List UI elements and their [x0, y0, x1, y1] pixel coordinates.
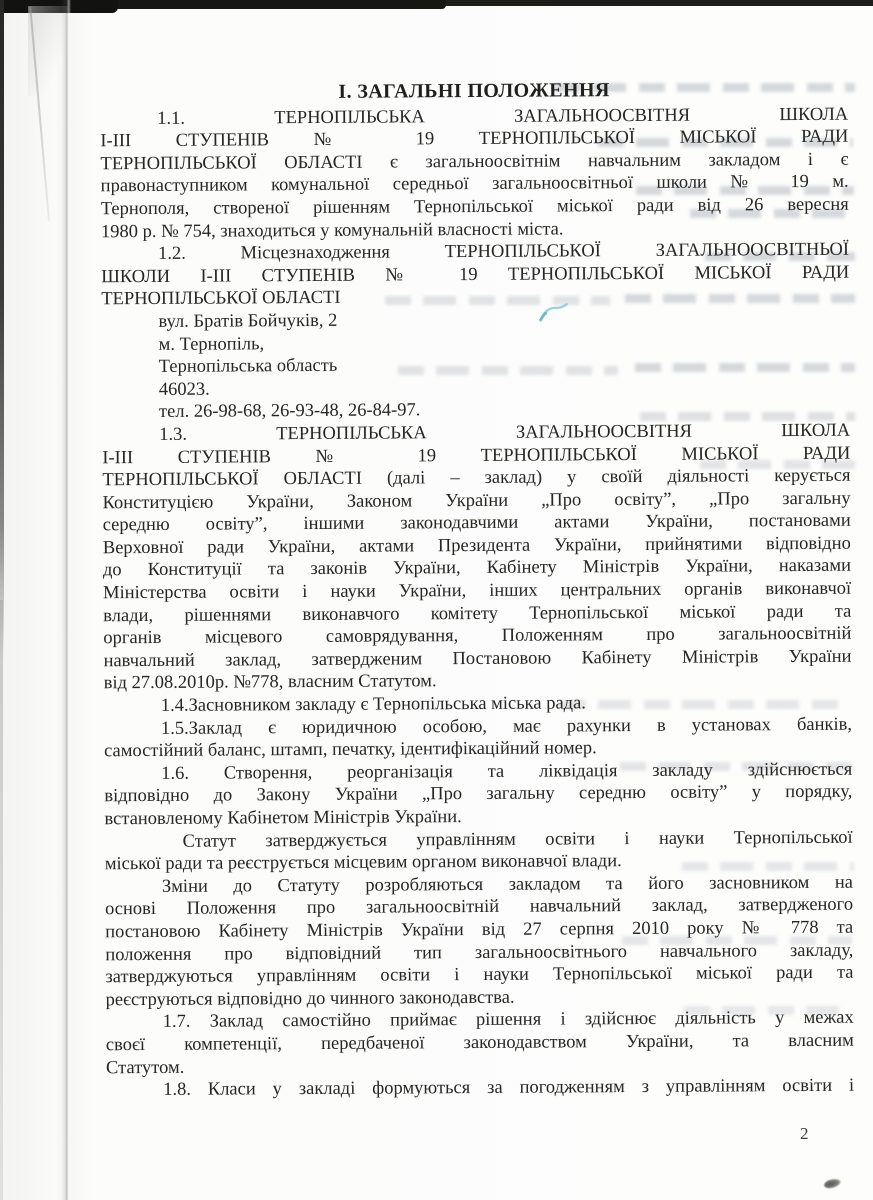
text-line: встановленому Кабінетом Міністрів України. — [104, 807, 462, 830]
text-line: 1.6. Створення, реорганізація та ліквідація закладу здійснюється — [161, 759, 853, 784]
text-line: І-ІІІ СТУПЕНІВ № 19 ТЕРНОПІЛЬСЬКОЇ МІСЬКОЇ РАДИ — [102, 443, 851, 468]
text-line: 1.5.Заклад є юридичною особою, має рахунки в установах банків, — [160, 714, 853, 739]
text-line: 1.7. Заклад самостійно приймає рішення і здійснює діяльність у межах — [162, 1008, 854, 1033]
text-line: постановою Кабінету Міністрів України від 27 серпня 2010 року № 778 та — [105, 917, 854, 943]
text-line: положення про відповідний тип загальноосвітнього навчального закладу, — [105, 940, 854, 965]
text-line: правонаступником комунальної середньої загальноосвітньої школи № 19 м. — [100, 172, 849, 197]
text-line: органів місцевого самоврядування, Положенням про загальноосвітній — [103, 623, 852, 649]
document-text-block — [100, 78, 854, 1102]
paragraph-1-5 — [104, 713, 852, 763]
text-line: до Конституції та законів України, Кабінету Міністрів України, наказами — [102, 556, 852, 581]
page-crease — [61, 0, 71, 1200]
text-line: вул. Братів Бойчуків, 2 — [158, 310, 338, 332]
text-line: влади, рішеннями виконавчого комітету Тернопільської міської ради та — [103, 601, 852, 626]
paragraph-address — [101, 307, 850, 425]
text-line: 1980 р. № 754, знаходиться у комунальній власності міста. — [100, 219, 564, 242]
paragraph-1-3 — [102, 420, 852, 696]
paragraph-statut — [105, 826, 853, 876]
text-line: 1.4.Засновником закладу є Тернопільська міська рада. — [160, 693, 586, 716]
paragraph-1-6 — [104, 759, 852, 831]
text-line: від 27.08.2010р. №778, власним Статутом. — [103, 671, 437, 694]
page-number: 2 — [800, 1124, 809, 1143]
text-line: середню освіту”, іншими законодавчими актами України, постановами — [102, 510, 851, 536]
text-line: 1.1. ТЕРНОПІЛЬСЬКА ЗАГАЛЬНООСВІТНЯ ШКОЛА — [157, 104, 849, 129]
text-line: ТЕРНОПІЛЬСЬКОЇ ОБЛАСТІ — [101, 288, 341, 310]
text-line: 1.3. ТЕРНОПІЛЬСЬКА ЗАГАЛЬНООСВІТНЯ ШКОЛА — [159, 420, 851, 445]
text-line: 1.2. Місцезнаходження ТЕРНОПІЛЬСЬКОЇ ЗАГАЛЬНООСВІТНЬОЇ — [157, 239, 850, 265]
text-line: міської ради та реєструється місцевим органом виконавчої влади. — [104, 851, 622, 875]
paragraph-1-2 — [101, 239, 849, 311]
document-title: І. ЗАГАЛЬНІ ПОЛОЖЕННЯ — [338, 79, 610, 103]
text-line: Верховної ради України, актами Президента України, прийнятими відповідно — [102, 533, 851, 559]
paragraph-zminy — [105, 871, 854, 1011]
page-corner-shadow — [28, 6, 68, 96]
pen-mark — [534, 297, 576, 331]
text-line: 46023. — [158, 379, 210, 400]
text-line: Зміни до Статуту розробляються закладом та його засновником на — [161, 872, 853, 897]
text-line: ШКОЛИ І-ІІІ СТУПЕНІВ № 19 ТЕРНОПІЛЬСЬКОЇ МІСЬКОЇ РАДИ — [101, 262, 850, 288]
text-line: ТЕРНОПІЛЬСЬКОЇ ОБЛАСТІ є загальноосвітнім навчальним закладом і є — [100, 149, 849, 175]
text-line: Міністерства освіти і науки України, інших центральних органів виконавчої — [103, 578, 852, 604]
text-line: основі Положення про загальноосвітній навчальний заклад, затвердженого — [105, 895, 854, 920]
text-line: затверджуються управлінням освіти і науки Тернопільської міської ради та — [105, 962, 854, 988]
text-line: Статутом. — [105, 1057, 185, 1078]
text-line: самостійний баланс, штамп, печатку, ідентифікаційний номер. — [104, 738, 597, 762]
text-line: тел. 26-98-68, 26-93-48, 26-84-97. — [158, 400, 421, 423]
paragraph-1-7 — [106, 1007, 854, 1079]
text-line: Тернополя, створеної рішенням Тернопільської міської ради від 26 вересня — [100, 194, 849, 220]
document-body — [100, 103, 854, 1102]
paragraph-1-1 — [100, 103, 849, 243]
text-line: Статут затверджується управлінням освіти і науки Тернопільської — [182, 827, 853, 852]
text-line: своєї компетенції, передбаченої законодавством України, та власним — [105, 1030, 854, 1056]
paragraph-1-8 — [106, 1075, 854, 1102]
text-line: м. Тернопіль, — [158, 333, 265, 355]
text-line: 1.8. Класи у закладі формуються за погодженням з управлінням освіти і — [163, 1075, 855, 1101]
text-line: навчальний заклад, затвердженим Постановою Кабінету Міністрів України — [103, 646, 852, 672]
text-line: Тернопільська область — [158, 355, 338, 378]
text-line: відповідно до Закону України „Про загальну середню освіту” у порядку, — [104, 782, 853, 807]
smudge-mark — [823, 1177, 842, 1190]
text-line: Конституцією України, Законом України „Про освіту”, „Про загальну — [102, 488, 851, 513]
text-line: І-ІІІ СТУПЕНІВ № 19 ТЕРНОПІЛЬСЬКОЇ МІСЬКОЇ РАДИ — [100, 126, 849, 152]
text-line: ТЕРНОПІЛЬСЬКОЇ ОБЛАСТІ (далі – заклад) у своїй діяльності керується — [102, 465, 851, 491]
scan-left-edge-lower — [0, 600, 3, 1200]
text-line: реєструються відповідно до чинного законодавства. — [105, 987, 515, 1011]
scan-left-edge — [0, 0, 4, 660]
